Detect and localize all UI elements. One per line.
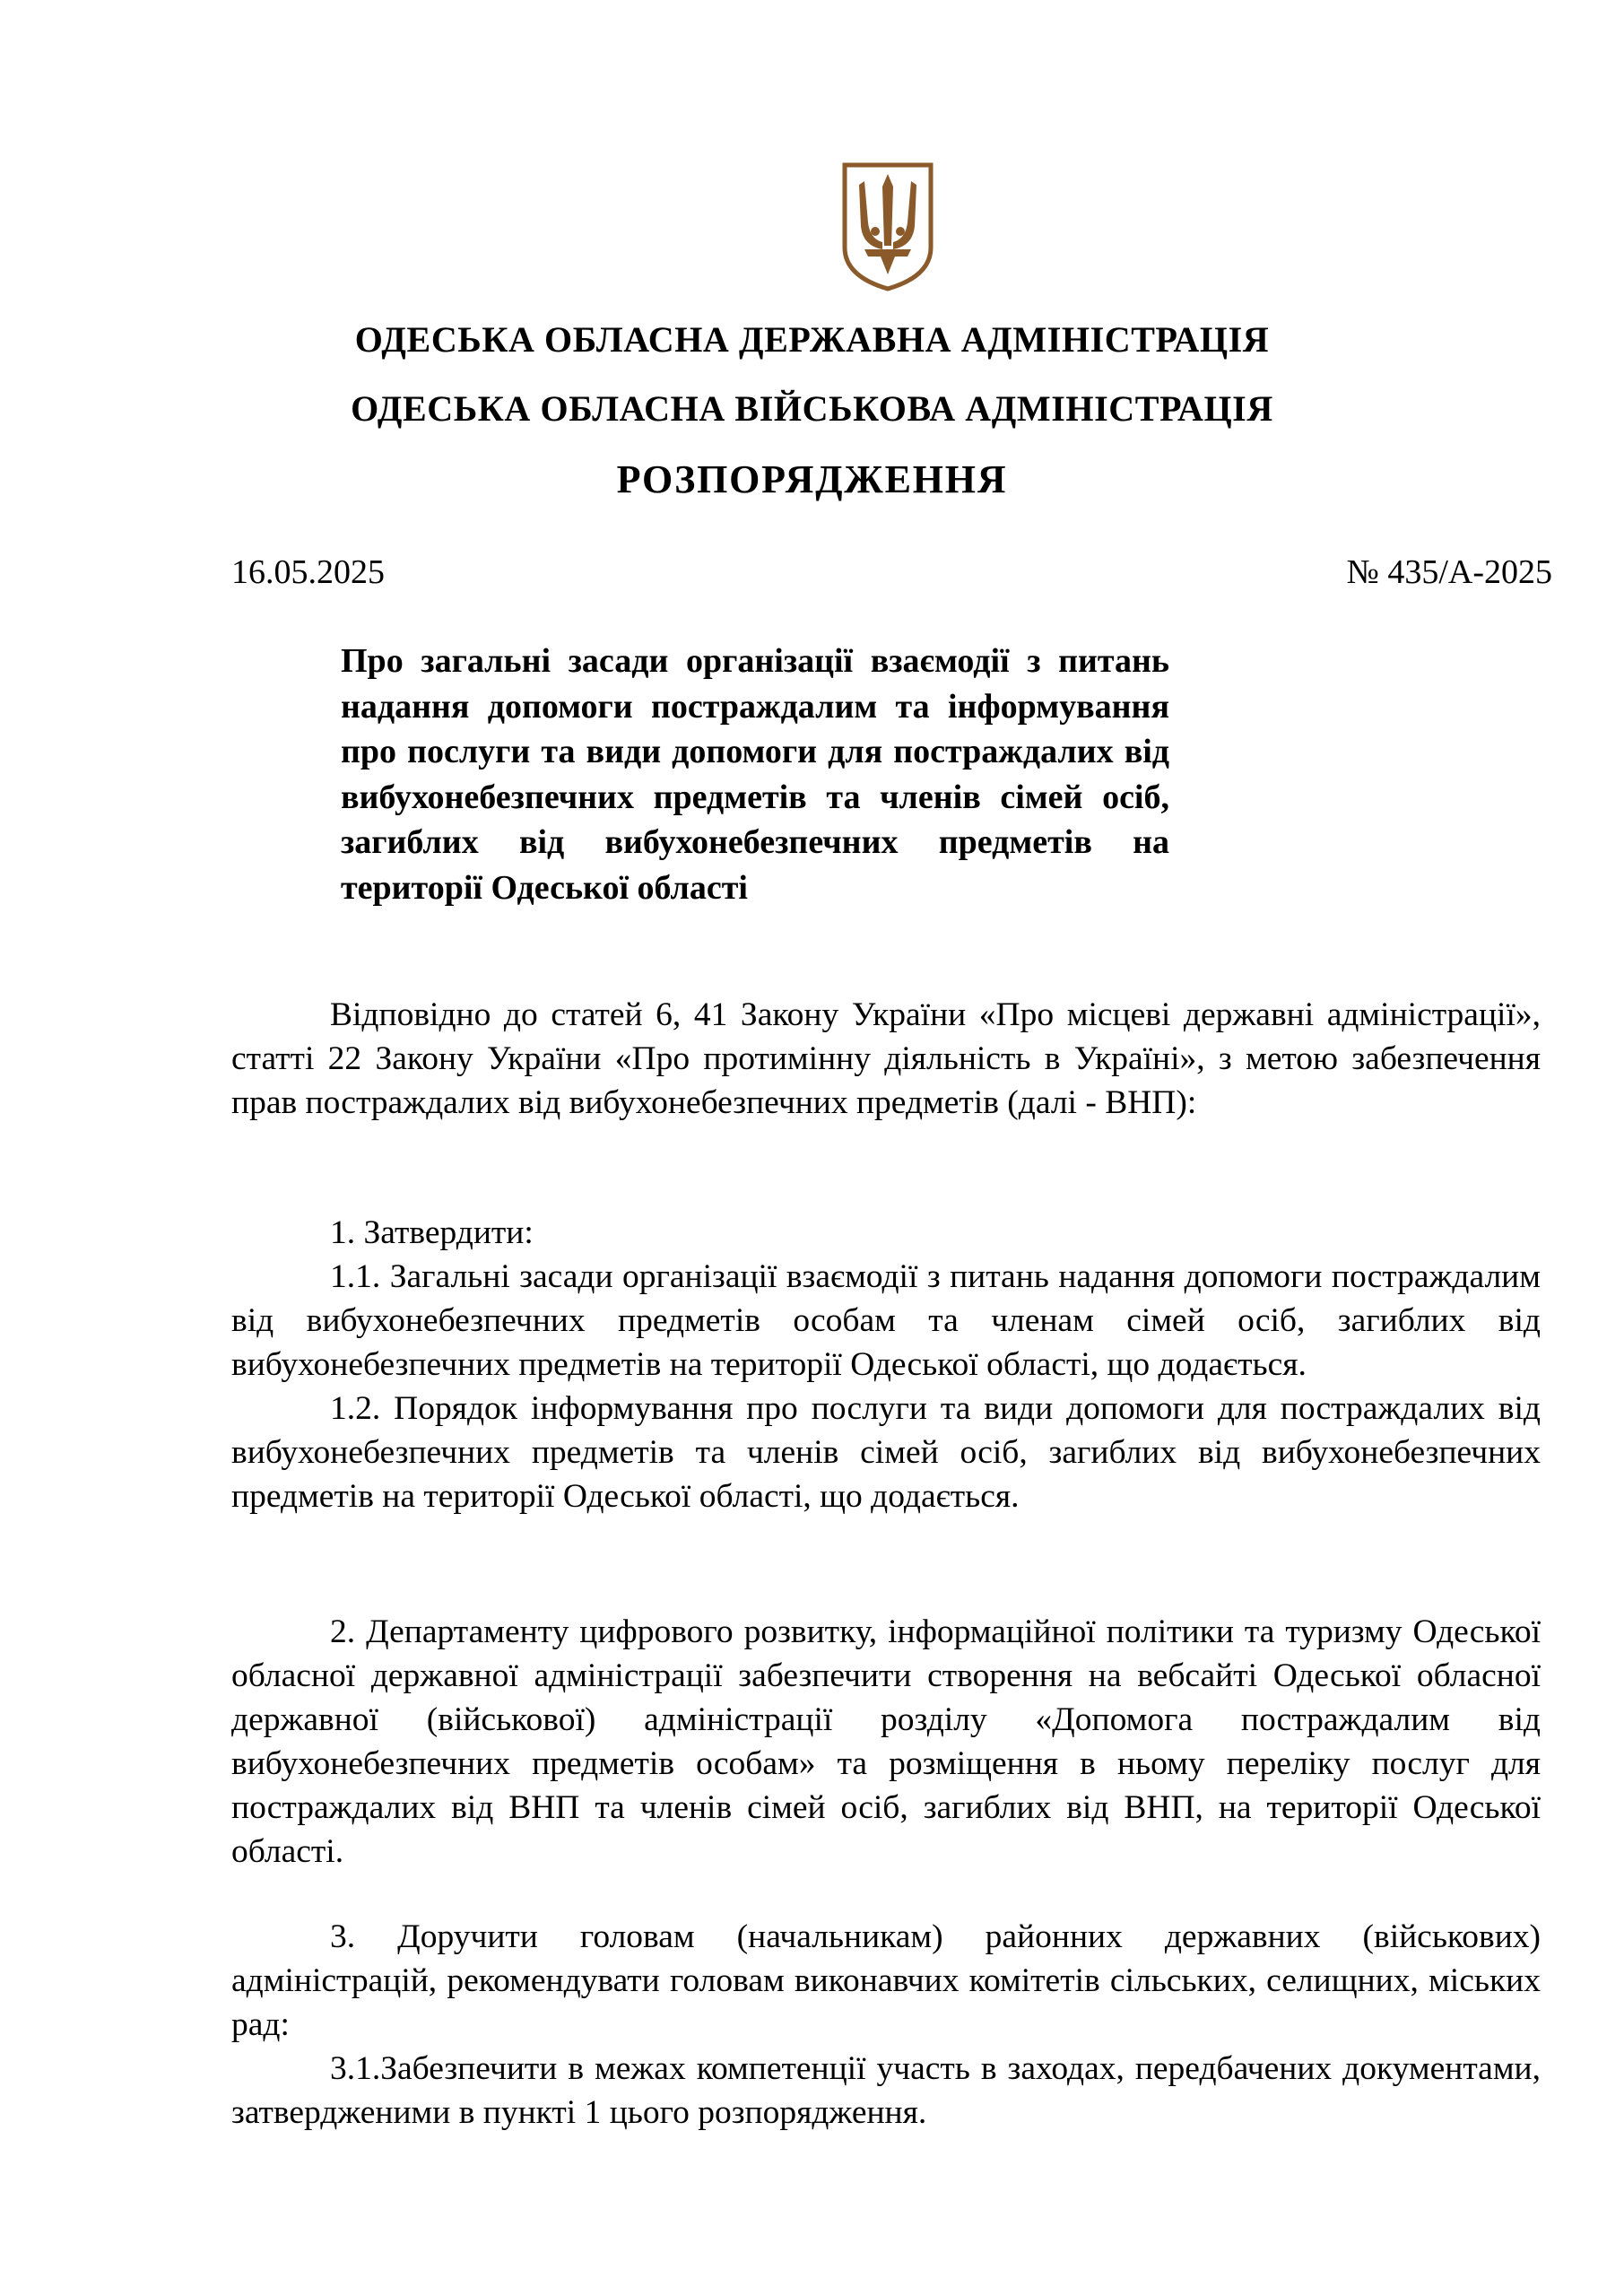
section-2 xyxy=(231,1610,1541,1874)
document-type-title: РОЗПОРЯДЖЕННЯ xyxy=(616,457,1008,501)
section-1 xyxy=(231,1211,1541,1518)
org-name-state-administration: ОДЕСЬКА ОБЛАСНА ДЕРЖАВНА АДМІНІСТРАЦІЯ xyxy=(354,319,1270,360)
item-1-1-paragraph: 1.1. Загальні засади організації взаємодії з питань надання допомоги постраждалим від вибухонебезпечних предметів особам та членам сімей осіб, загиблих від вибухонебезпечних предметів на території Одеської області, що додається. xyxy=(231,1258,1541,1383)
section-3 xyxy=(231,1915,1541,2135)
document-subject: Про загальні засади організації взаємодії з питань надання допомоги постраждалим та інформування про послуги та види допомоги для постраждалих від вибухонебезпечних предметів та членів сімей осіб, загиблих від вибухонебезпечних предметів на території Одеської області xyxy=(341,642,1169,907)
document-number: № 435/А-2025 xyxy=(1346,553,1552,591)
preamble-section xyxy=(231,993,1541,1125)
org-name-military-administration: ОДЕСЬКА ОБЛАСНА ВІЙСЬКОВА АДМІНІСТРАЦІЯ xyxy=(351,388,1273,429)
coat-of-arms-trident-icon xyxy=(838,160,938,292)
item-1-2-paragraph: 1.2. Порядок інформування про послуги та види допомоги для постраждалих від вибухонебезпечних предметів та членів сімей осіб, загиблих від вибухонебезпечних предметів на території Одеської області, що додається. xyxy=(231,1390,1541,1515)
item-2-paragraph: 2. Департаменту цифрового розвитку, інформаційної політики та туризму Одеської обласної державної адміністрації забезпечити створення на вебсайті Одеської обласної державної (військової) адміністрації розділу «Допомога постраждалим від вибухонебезпечних предметів особам» та розміщення в ньому переліку послуг для постраждалих від ВНП та членів сімей осіб, загиблих від ВНП, на території Одеської області. xyxy=(231,1613,1541,1870)
document-date: 16.05.2025 xyxy=(231,553,385,591)
item-1-heading: 1. Затвердити: xyxy=(330,1214,534,1251)
item-3-paragraph: 3. Доручити головам (начальникам) районних державних (військових) адміністрацій, рекомендувати головам виконавчих комітетів сільських, селищних, міських рад: xyxy=(231,1918,1541,2043)
preamble-paragraph: Відповідно до статей 6, 41 Закону України «Про місцеві державні адміністрації», статті 22 Закону України «Про протимінну діяльність в Україні», з метою забезпечення прав постраждалих від вибухонебезпечних предметів (далі - ВНП): xyxy=(231,996,1541,1121)
item-3-1-paragraph: 3.1.Забезпечити в межах компетенції участь в заходах, передбачених документами, затвердженими в пункті 1 цього розпорядження. xyxy=(231,2050,1541,2131)
